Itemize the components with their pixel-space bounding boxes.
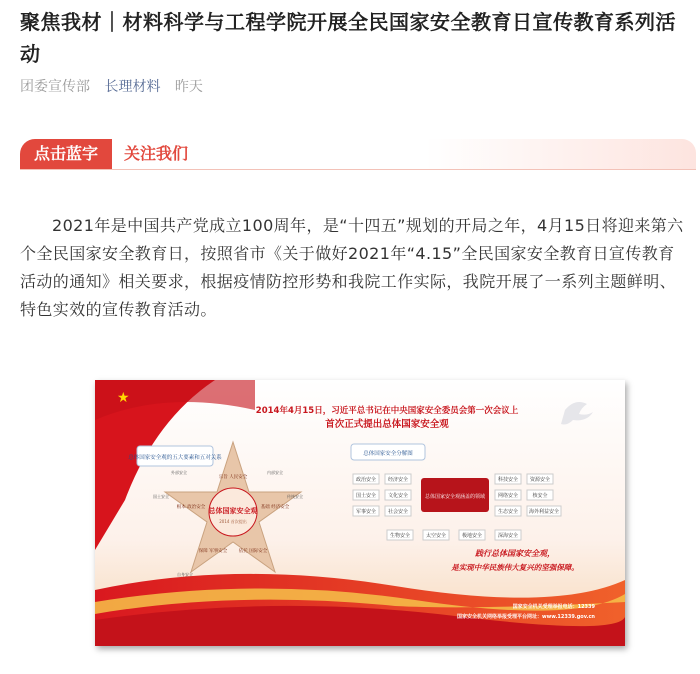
- star-label-4: 保障 军事安全: [198, 549, 228, 554]
- poster-headline-1: 2014年4月15日，习近平总书记在中央国家安全委员会第一次会议上: [255, 406, 519, 416]
- publish-time: 昨天: [174, 79, 203, 95]
- poster-footer-2: 国家安全机关网络举报受理平台网址：www.12339.gov.cn: [456, 614, 595, 620]
- grid-left-1: 政治安全: [355, 477, 377, 483]
- star-label-10: 自身安全: [177, 572, 193, 577]
- grid-bottom-1: 生物安全: [389, 533, 411, 539]
- grid-left-4: 文化安全: [387, 493, 409, 499]
- grid-bottom-2: 太空安全: [425, 533, 447, 539]
- grid-right-2: 资源安全: [529, 477, 551, 483]
- slogan-line-1: 践行总体国家安全观，: [475, 549, 555, 558]
- grid-right-4: 核安全: [532, 493, 548, 499]
- banner-line: [20, 139, 696, 170]
- grid-right-3: 网络安全: [497, 493, 519, 499]
- grid-left-2: 经济安全: [387, 477, 409, 483]
- slogan-line-2: 是实现中华民族伟大复兴的坚强保障。: [451, 563, 579, 572]
- star-label-5: 依托 国际安全: [238, 549, 268, 554]
- article-title: 聚焦我材｜材料科学与工程学院开展全民国家安全教育日宣传教育系列活动: [20, 10, 676, 66]
- right-security-grid: [495, 474, 561, 516]
- follow-us-label[interactable]: 关注我们: [124, 144, 189, 163]
- grid-right-5: 生态安全: [497, 509, 519, 515]
- poster-image: [95, 380, 625, 646]
- grid-left-3: 国土安全: [355, 493, 377, 499]
- flag-star-icon: ★: [117, 390, 130, 406]
- left-label-text: 总体国家安全观的五大要素和五对关系: [128, 455, 222, 461]
- poster-headline-2: 首次正式提出总体国家安全观: [325, 419, 449, 430]
- grid-left-5: 军事安全: [355, 509, 377, 515]
- account-link[interactable]: 长理材料: [104, 79, 161, 95]
- star-label-3: 基础 经济安全: [260, 505, 290, 510]
- article-meta: [20, 76, 213, 96]
- star-center-text: 总体国家安全观: [208, 507, 258, 515]
- star-label-2: 根本 政治安全: [176, 505, 206, 510]
- grid-right-6: 海外利益安全: [528, 509, 560, 515]
- grid-bottom-3: 极地安全: [461, 533, 483, 539]
- right-label-text: 总体国家安全分解图: [363, 451, 413, 457]
- star-label-9: 传统安全: [287, 494, 303, 499]
- star-label-8: 国土安全: [153, 494, 169, 499]
- center-domain-text: 总体国家安全观涵盖的领域: [424, 494, 486, 500]
- grid-left-6: 社会安全: [387, 509, 409, 515]
- article-paragraph: 2021年是中国共产党成立100周年，是“十四五”规划的开局之年，4月15日将迎来第六个全民国家安全教育日，按照省市《关于做好2021年“4.15”全民国家安全教育日宣传教育活动的通知》相关要求，根据疫情防控形势和我院工作实际，我院开展了一系列主题鲜明、特色实效的宣传教育活动。: [20, 216, 684, 319]
- star-label-7: 外部安全: [171, 470, 187, 475]
- click-blue-badge[interactable]: 点击蓝字: [20, 139, 112, 169]
- grid-right-1: 科技安全: [497, 477, 519, 483]
- follow-banner[interactable]: [20, 139, 696, 169]
- star-small-text: 2014 首次提出: [219, 519, 247, 524]
- grid-bottom-4: 深海安全: [497, 533, 519, 539]
- author-org: 团委宣传部: [20, 79, 90, 95]
- poster-footer-1: 国家安全机关受理举报电话：12339: [512, 604, 595, 610]
- star-label-6: 内部安全: [267, 470, 283, 475]
- star-label-1: 宗旨 人民安全: [218, 475, 248, 480]
